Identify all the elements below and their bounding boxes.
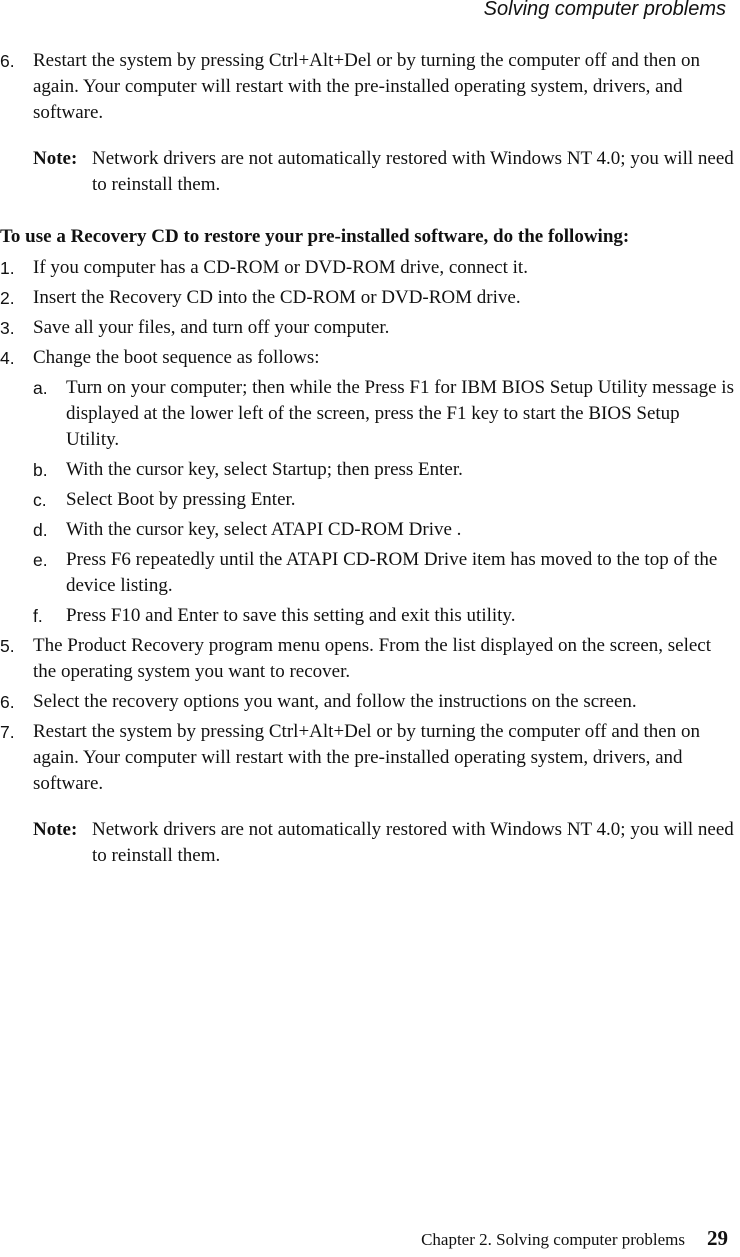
list-item-step-2 bbox=[0, 285, 740, 311]
step-text: The Product Recovery program menu opens. From the list displayed on the screen, select the operating system you want to recover. bbox=[33, 635, 712, 682]
step-text: Restart the system by pressing Ctrl+Alt+Del or by turning the computer off and then on again. Your computer will restart with the pre-installed operating system, drivers, and software. bbox=[33, 721, 700, 794]
note-2 bbox=[33, 817, 740, 869]
substep-letter: e. bbox=[33, 550, 48, 570]
list-item-step-1 bbox=[0, 255, 740, 281]
step-number: 6. bbox=[0, 692, 15, 712]
substep-text: Turn on your computer; then while the Press F1 for IBM BIOS Setup Utility message is displayed at the lower left of the screen, press the F1 key to start the BIOS Setup Utility. bbox=[66, 377, 734, 450]
list-item-substep-f bbox=[0, 603, 740, 629]
list-item-step-5 bbox=[0, 633, 740, 685]
list-item-top-step bbox=[0, 48, 740, 126]
page-footer bbox=[421, 1226, 728, 1251]
step-number: 7. bbox=[0, 722, 15, 742]
list-item-substep-b bbox=[0, 457, 740, 483]
list-item-substep-a bbox=[0, 375, 740, 453]
step-number: 6. bbox=[0, 51, 15, 71]
substep-text: Press F10 and Enter to save this setting and exit this utility. bbox=[66, 605, 516, 626]
footer-chapter: Chapter 2. Solving computer problems bbox=[421, 1230, 685, 1249]
step-text: Insert the Recovery CD into the CD-ROM or DVD-ROM drive. bbox=[33, 287, 521, 308]
note-text: Network drivers are not automatically restored with Windows NT 4.0; you will need to reinstall them. bbox=[92, 148, 734, 195]
step-number: 4. bbox=[0, 348, 15, 368]
step-text: Select the recovery options you want, and follow the instructions on the screen. bbox=[33, 691, 637, 712]
list-item-substep-d bbox=[0, 517, 740, 543]
note-label: Note: bbox=[33, 148, 78, 169]
list-item-step-7 bbox=[0, 719, 740, 797]
substep-text: With the cursor key, select ATAPI CD-ROM Drive . bbox=[66, 519, 462, 540]
page-body bbox=[0, 48, 740, 869]
list-item-substep-e bbox=[0, 547, 740, 599]
list-item-substep-c bbox=[0, 487, 740, 513]
step-number: 3. bbox=[0, 318, 15, 338]
note-1 bbox=[33, 146, 740, 198]
step-text: Restart the system by pressing Ctrl+Alt+Del or by turning the computer off and then on again. Your computer will restart with the pre-installed operating system, drivers, and software. bbox=[33, 50, 700, 123]
step-number: 2. bbox=[0, 288, 15, 308]
substep-text: Press F6 repeatedly until the ATAPI CD-ROM Drive item has moved to the top of the device listing. bbox=[66, 549, 718, 596]
substep-letter: a. bbox=[33, 378, 48, 398]
substep-letter: f. bbox=[33, 606, 43, 626]
step-number: 5. bbox=[0, 636, 15, 656]
substep-letter: c. bbox=[33, 490, 47, 510]
list-item-step-4 bbox=[0, 345, 740, 371]
step-number: 1. bbox=[0, 258, 15, 278]
step-text: If you computer has a CD-ROM or DVD-ROM drive, connect it. bbox=[33, 257, 528, 278]
list-item-step-6 bbox=[0, 689, 740, 715]
substep-letter: d. bbox=[33, 520, 48, 540]
note-label: Note: bbox=[33, 819, 78, 840]
substep-text: Select Boot by pressing Enter. bbox=[66, 489, 296, 510]
section-intro: To use a Recovery CD to restore your pre-installed software, do the following: bbox=[0, 226, 630, 247]
substep-text: With the cursor key, select Startup; then press Enter. bbox=[66, 459, 463, 480]
running-header: Solving computer problems bbox=[483, 0, 726, 20]
list-item-step-3 bbox=[0, 315, 740, 341]
step-text: Change the boot sequence as follows: bbox=[33, 347, 320, 368]
step-text: Save all your files, and turn off your computer. bbox=[33, 317, 390, 338]
page-number: 29 bbox=[707, 1226, 728, 1250]
substep-letter: b. bbox=[33, 460, 48, 480]
note-text: Network drivers are not automatically restored with Windows NT 4.0; you will need to reinstall them. bbox=[92, 819, 734, 866]
